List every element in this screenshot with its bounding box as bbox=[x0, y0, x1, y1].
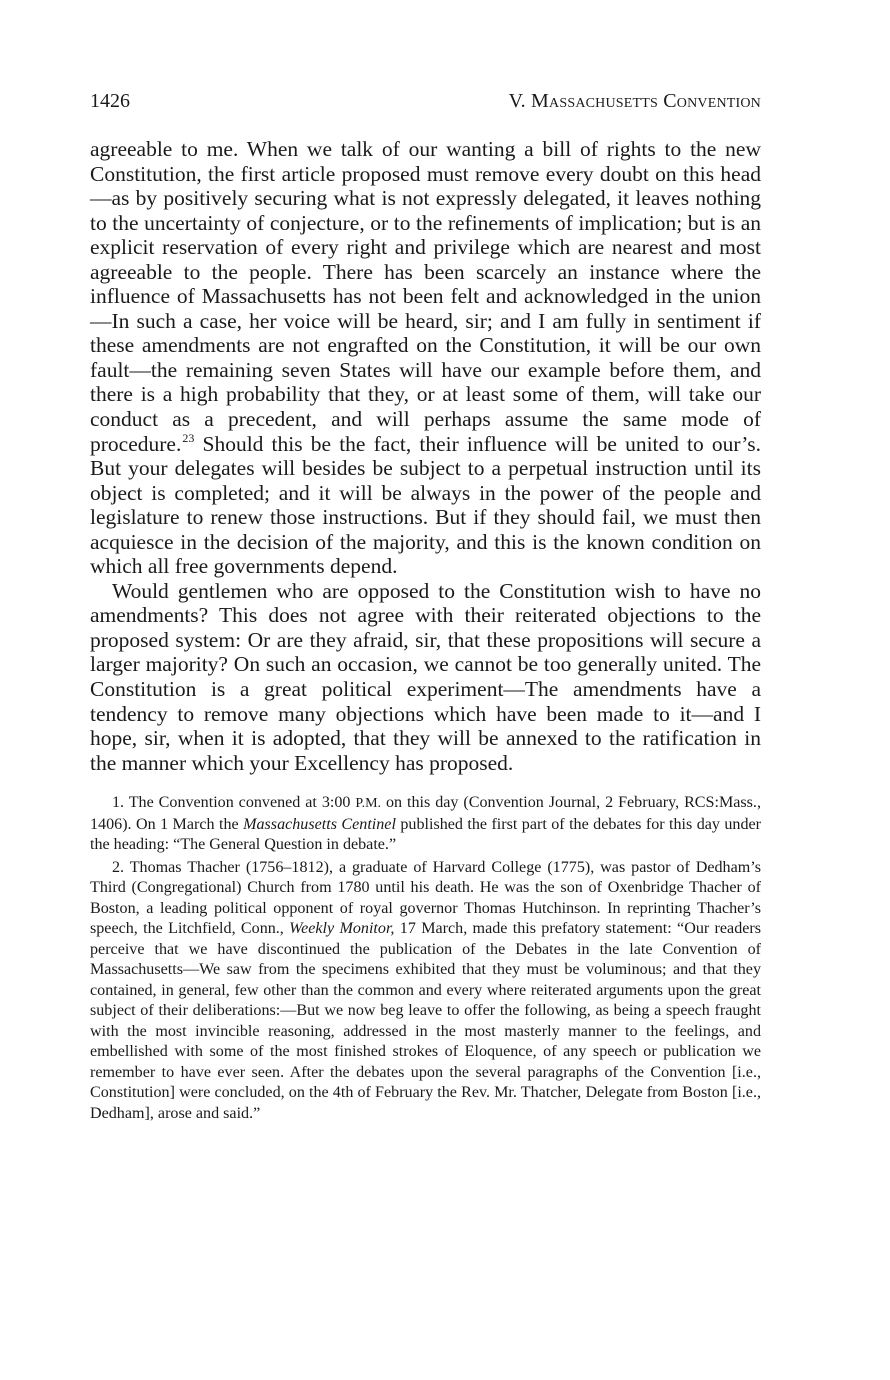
footnote-2-publication: Weekly Monitor, bbox=[289, 920, 395, 938]
main-text bbox=[90, 137, 761, 775]
footnote-reference: 23 bbox=[182, 431, 195, 446]
paragraph-1-text: agreeable to me. When we talk of our wanting a bill of rights to the new Constitution, the first article proposed must remove every doubt on this head—as by positively securing what is not expressly delegated, it leaves nothing to the uncertainty of conjecture, or to the refinements of implication; but is an explicit reservation of every right and privilege which are nearest and most agreeable to the people. There has been scarcely an instance where the influence of Massachusetts has not been felt and acknowledged in the union—In such a case, her voice will be heard, sir; and I am fully in sentiment if these amendments are not engrafted on the Constitution, it will be our own fault—the remaining seven States will have our example before them, and there is a high probability that they, or at least some of them, will take our conduct as a precedent, and will perhaps assume the same mode of procedure. bbox=[90, 137, 761, 456]
footnote-1-part-3: published the first part of the debates for this day under the heading: “The General Question in debate.” bbox=[90, 815, 762, 854]
footnote-1-part-1: 1. The Convention convened at 3:00 bbox=[112, 794, 351, 812]
footnote-1-part-2: on this day (Convention Journal, 2 February, RCS:Mass., 1406). On 1 March the bbox=[90, 794, 761, 833]
document-page bbox=[90, 86, 761, 1124]
footnote-2 bbox=[90, 858, 761, 1125]
footnote-2-part-1: 2. Thomas Thacher (1756–1812), a graduate of Harvard College (1775), was pastor of Dedham’s Third (Congregational) Church from 1780 until his death. He was the son of Oxenbridge Thacher of Boston, a leading political opponent of royal governor Thomas Hutchinson. In reprinting Thacher’s speech, the Litchfield, Conn., bbox=[90, 858, 761, 938]
footnote-1-publication: Massachusetts Centinel bbox=[243, 815, 396, 833]
running-head bbox=[90, 86, 761, 116]
body-paragraph-2: Would gentlemen who are opposed to the Constitution wish to have no amendments? This does not agree with their reiterated objections to the proposed system: Or are they afraid, sir, that these propositions will secure a larger majority? On such an occasion, we cannot be too generally united. The Constitution is a great political experiment—The amendments have a tendency to remove many objections which have been made to it—and I hope, sir, when it is adopted, that they will be annexed to the ratification in the manner which your Excellency has proposed. bbox=[90, 578, 761, 775]
footnote-2-part-2: 17 March, made this prefatory statement: “Our readers perceive that we have discontinued the publication of the Debates in the late Convention of Massachusetts—We saw from the specimens exhibited that they must be voluminous; and that they contained, in general, few other than the common and every where reiterated arguments upon the great subject of their deliberations:—But we now beg leave to offer the following, as being a speech fraught with the most invincible reasoning, addressed in the most masterly manner to the feelings, and embellished with some of the most finished strokes of Eloquence, of any speech or publication we remember to have ever seen. After the debates upon the several paragraphs of the Convention [i.e., Constitution] were concluded, on the 4th of February the Rev. Mr. Thatcher, Delegate from Boston [i.e., Dedham], arose and said.” bbox=[90, 920, 762, 1122]
paragraph-1-continuation: Should this be the fact, their influence will be united to our’s. But your delegates will besides be subject to a perpetual instruction until its object is completed; and it will be always in the power of the people and legislature to renew those instructions. But if they should fail, we must then acquiesce in the decision of the majority, and this is the known condition on which all free governments depend. bbox=[90, 431, 762, 579]
footnotes bbox=[90, 793, 761, 1124]
body-paragraph-1 bbox=[90, 137, 761, 579]
page-number: 1426 bbox=[90, 90, 130, 112]
section-title: V. Massachusetts Convention bbox=[508, 90, 761, 112]
footnote-1 bbox=[90, 793, 761, 856]
footnote-1-time-suffix: P.M. bbox=[355, 796, 382, 812]
